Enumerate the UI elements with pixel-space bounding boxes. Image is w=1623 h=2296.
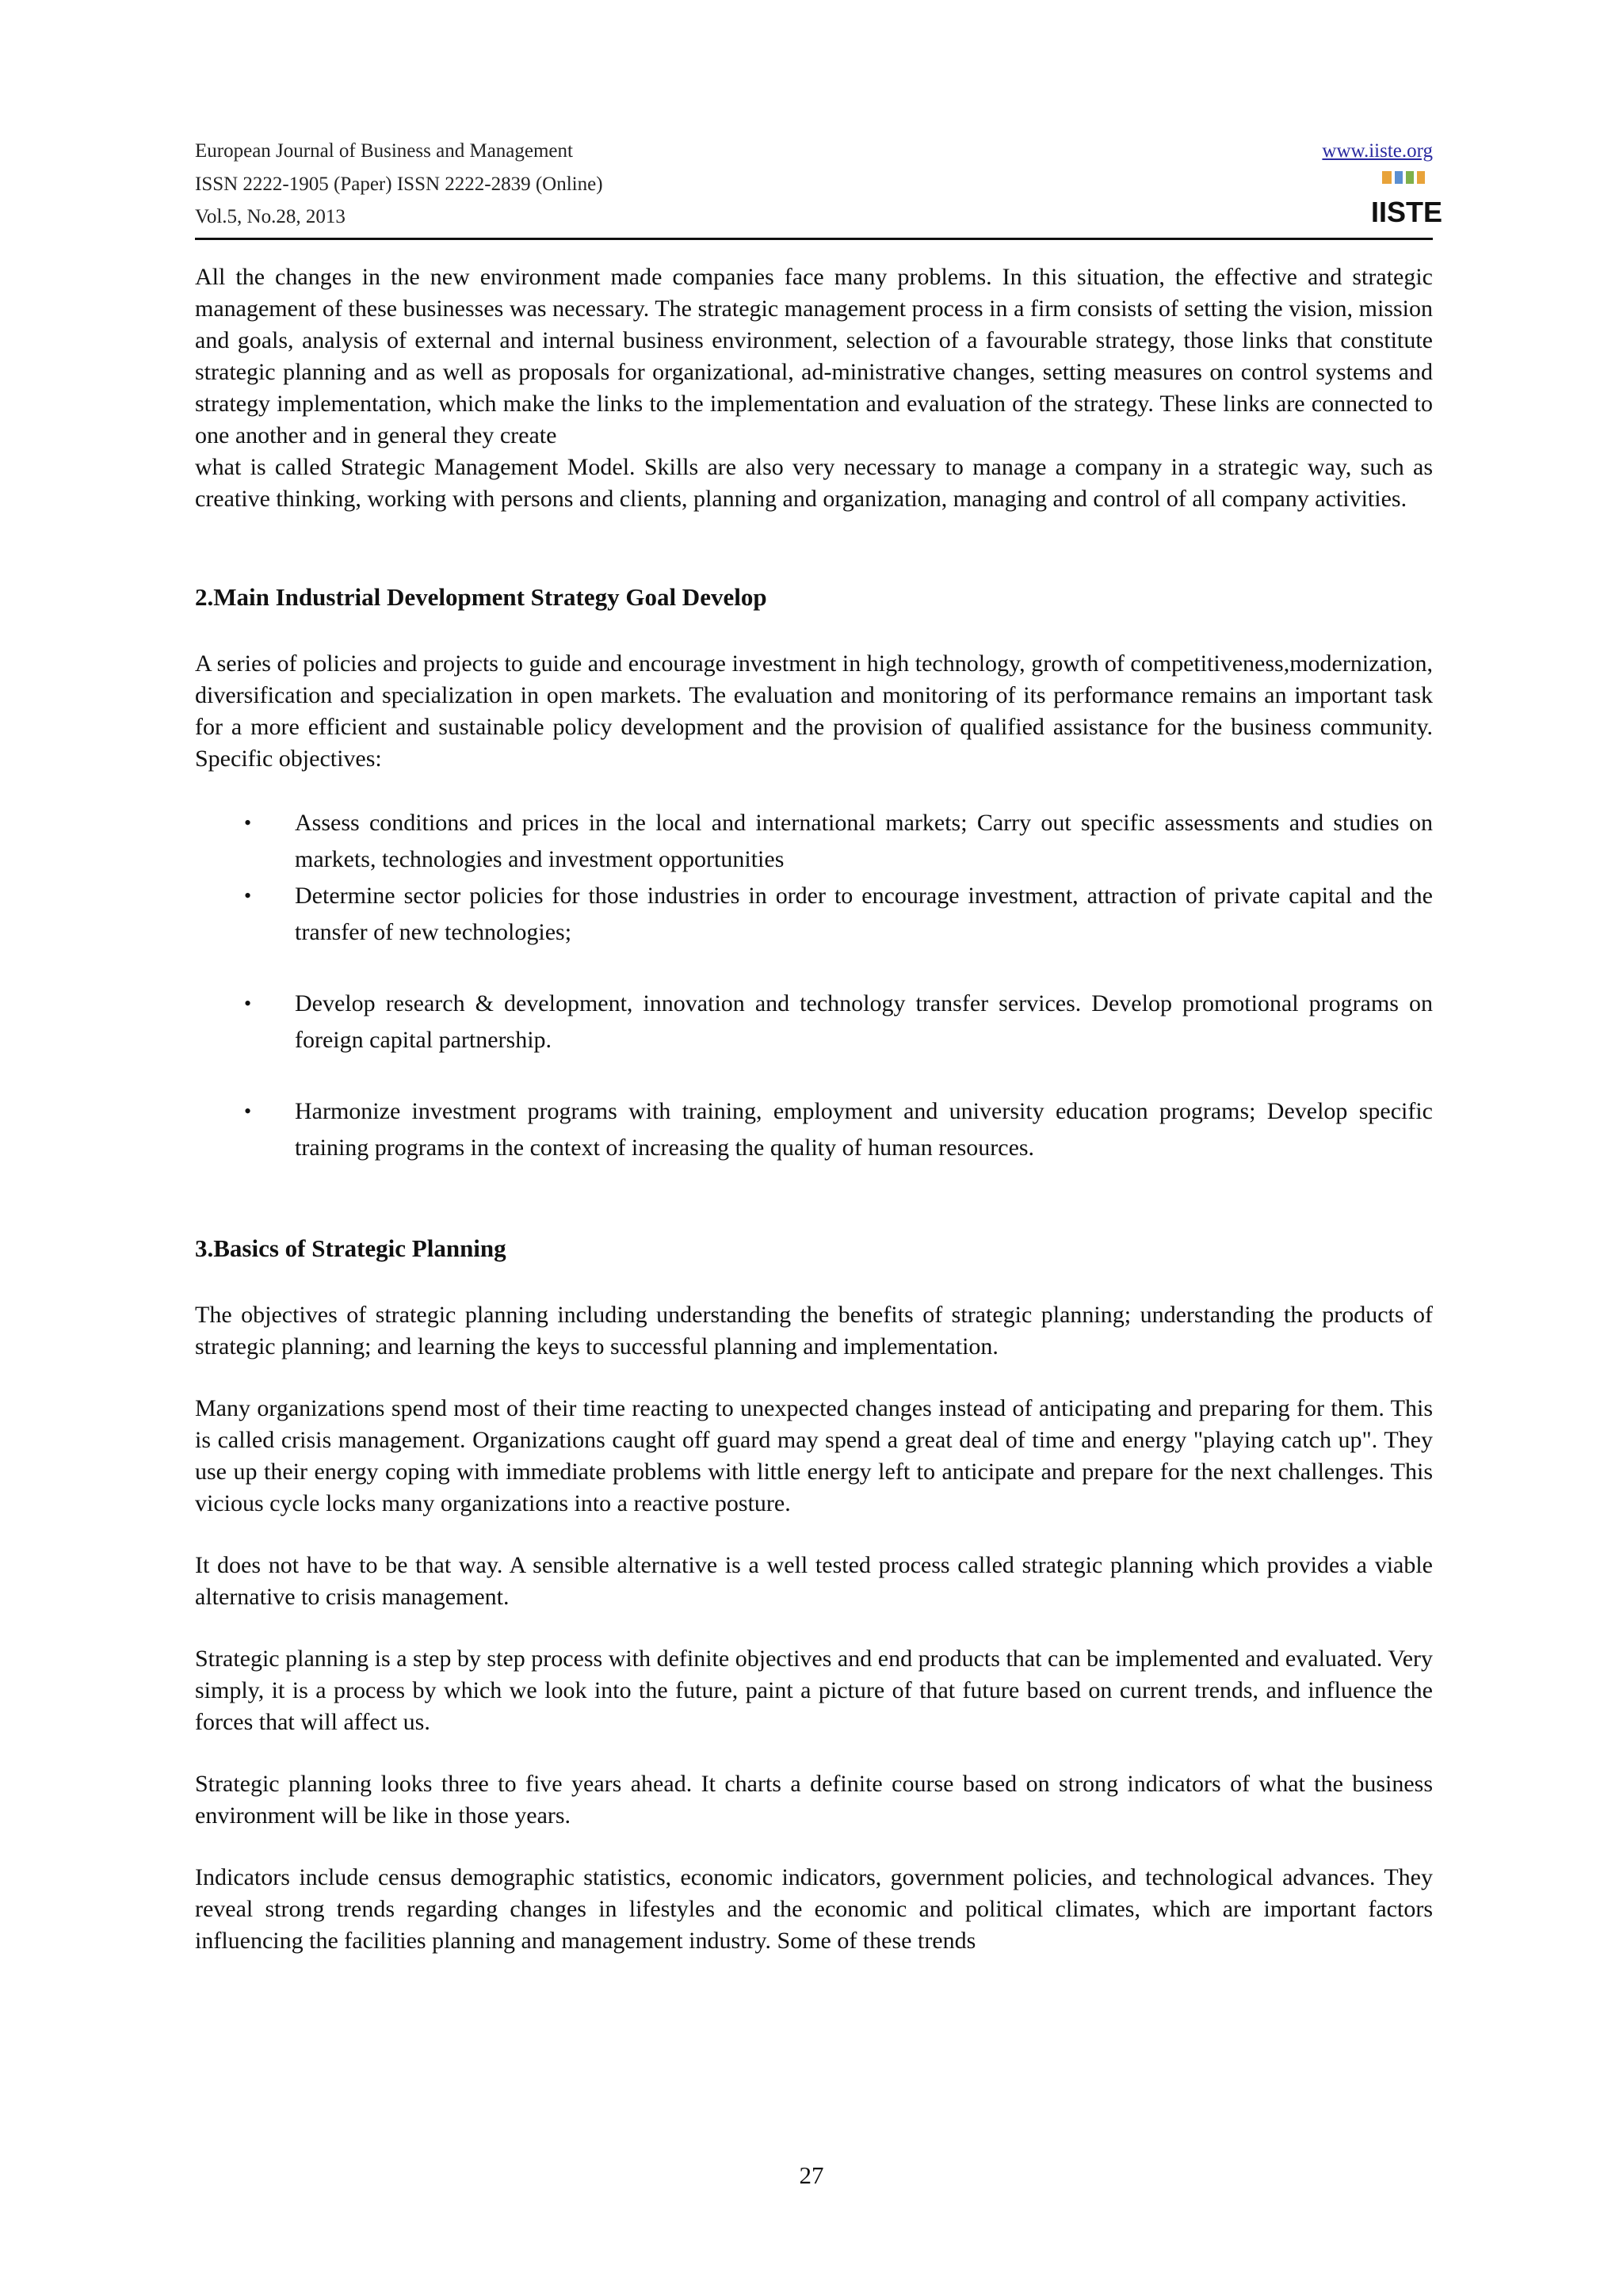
- iiste-logo: [1370, 170, 1443, 228]
- list-item: [195, 878, 1433, 951]
- header-rule: [195, 238, 1433, 240]
- section-2-paragraph: A series of policies and projects to guide and encourage investment in high technology, growth of competitiveness,modernization, diversification and specialization in open markets. The evaluation and monitoring of its performance remains an important task for a more efficient and sustainable policy development and the provision of qualified assistance for the business community. Specific objectives:: [195, 650, 1433, 772]
- list-item-text: Determine sector policies for those industries in order to encourage investment, attraction of private capital and the transfer of new technologies;: [295, 883, 1433, 945]
- list-item-text: Develop research & development, innovation and technology transfer services. Develop promotional programs on foreign capital partnership.: [295, 990, 1433, 1053]
- bullet-icon: •: [244, 811, 252, 834]
- list-item: [195, 1093, 1433, 1166]
- journal-url-link[interactable]: www.iiste.org: [1322, 140, 1433, 162]
- logo-stripe-orange-2: [1417, 171, 1425, 184]
- section-2-heading: 2.Main Industrial Development Strategy Goal Develop: [195, 583, 767, 611]
- intro-paragraph-2: what is called Strategic Management Model. Skills are also very necessary to manage a company in a strategic way, such as creative thinking, working with persons and clients, planning and organization, managing and control of all company activities.: [195, 454, 1433, 512]
- section-3-paragraph-5: Strategic planning looks three to five years ahead. It charts a definite course based on strong indicators of what the business environment will be like in those years.: [195, 1771, 1433, 1829]
- logo-text: IISTE: [1370, 196, 1443, 228]
- bullet-icon: •: [244, 1100, 252, 1123]
- section-3-paragraph-6: Indicators include census demographic statistics, economic indicators, government policies, and technological advances. They reveal strong trends regarding changes in lifestyles and the economic and political climates, which are important factors influencing the facilities planning and management industry. Some of these trends: [195, 1864, 1433, 1954]
- article-body: [195, 261, 1433, 1957]
- list-item-text: Assess conditions and prices in the local and international markets; Carry out specific assessments and studies on markets, technologies and investment opportunities: [295, 810, 1433, 872]
- page-number: 27: [799, 2161, 824, 2189]
- logo-stripe-orange: [1382, 171, 1392, 184]
- bullet-icon: •: [244, 992, 252, 1015]
- volume-line: Vol.5, No.28, 2013: [195, 206, 346, 227]
- page-header: [195, 136, 1443, 238]
- list-item: [195, 805, 1433, 878]
- section-3-paragraph-3: It does not have to be that way. A sensible alternative is a well tested process called strategic planning which provides a viable alternative to crisis management.: [195, 1552, 1433, 1610]
- list-item: [195, 986, 1433, 1058]
- list-item-text: Harmonize investment programs with training, employment and university education programs; Develop specific training programs in the context of increasing the quality of human resources.: [295, 1098, 1433, 1161]
- list-spacer: [195, 1058, 1433, 1093]
- logo-stripe-blue: [1395, 171, 1403, 184]
- journal-name: European Journal of Business and Management: [195, 140, 573, 162]
- objectives-list: [195, 805, 1433, 1166]
- section-3-paragraph-4: Strategic planning is a step by step process with definite objectives and end products that can be implemented and evaluated. Very simply, it is a process by which we look into the future, paint a picture of that future based on current trends, and influence the forces that will affect us.: [195, 1646, 1433, 1735]
- list-spacer: [195, 951, 1433, 986]
- issn-line: ISSN 2222-1905 (Paper) ISSN 2222-2839 (Online): [195, 174, 603, 195]
- section-3-paragraph-2: Many organizations spend most of their time reacting to unexpected changes instead of anticipating and preparing for them. This is called crisis management. Organizations caught off guard may spend a great deal of time and energy "playing catch up". They use up their energy coping with immediate problems with little energy left to anticipate and prepare for the next challenges. This vicious cycle locks many organizations into a reactive posture.: [195, 1395, 1433, 1516]
- section-3-heading: 3.Basics of Strategic Planning: [195, 1234, 506, 1262]
- section-3-paragraph-1: The objectives of strategic planning including understanding the benefits of strategic planning; understanding the products of strategic planning; and learning the keys to successful planning and implementation.: [195, 1302, 1433, 1360]
- bullet-icon: •: [244, 884, 252, 907]
- intro-paragraph-1: All the changes in the new environment made companies face many problems. In this situation, the effective and strategic management of these businesses was necessary. The strategic management process in a firm consists of setting the vision, mission and goals, analysis of external and internal business environment, selection of a favourable strategy, those links that constitute strategic planning and as well as proposals for organizational, ad-ministrative changes, setting measures on control systems and strategy implementation, which make the links to the implementation and evaluation of the strategy. These links are connected to one another and in general they create: [195, 264, 1433, 448]
- logo-stripe-green: [1406, 171, 1414, 184]
